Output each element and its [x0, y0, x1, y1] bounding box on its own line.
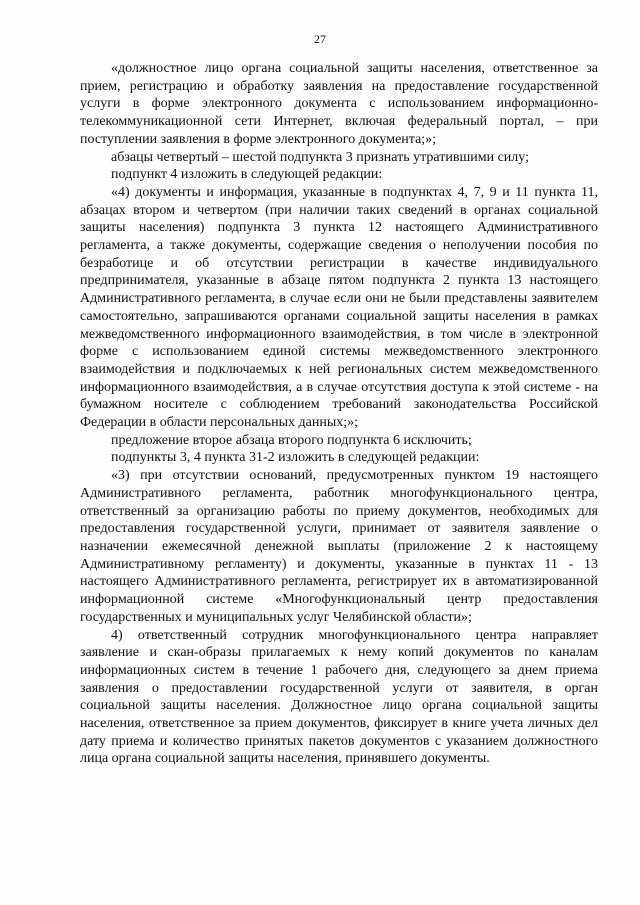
- paragraph-5: предложение второе абзаца второго подпункта 6 исключить;: [111, 432, 472, 448]
- paragraph-7: «3) при отсутствии оснований, предусмотренных пунктом 19 настоящего Административного регламента, работник многофункционального центра, ответственный за организацию работы по приему документов, необходимых для предоставления государственной услуги, принимает от заявителя заявление о назначении ежемесячной денежной выплаты (приложение 2 к настоящему Административному регламенту) и документы, указанные в пунктах 11 - 13 настоящего Административного регламента, регистрирует их в автоматизированной информационной системе «Многофункциональный центр предоставления государственных и муниципальных услуг Челябинской области»;: [80, 468, 598, 625]
- paragraph-4: «4) документы и информация, указанные в подпунктах 4, 7, 9 и 11 пункта 11, абзацах втором и четвертом (при наличии таких сведений в органах социальной защиты населения) подпункта 3 пункта 12 настоящего Административного регламента, а также документы, содержащие сведения о неполучении пособия по безработице и об отсутствии регистрации в качестве индивидуального предпринимателя, указанные в абзаце пятом подпункта 2 пункта 13 настоящего Административного регламента, в случае если они не были представлены заявителем самостоятельно, запрашиваются органами социальной защиты населения в рамках межведомственного информационного взаимодействия, в том числе в электронной форме с использованием единой системы межведомственного электронного взаимодействия и подключаемых к ней региональных систем межведомственного информационного взаимодействия, а в случае отсутствия доступа к этой системе - на бумажном носителе с соблюдением требований законодательства Российской Федерации в области персональных данных;»;: [80, 184, 598, 431]
- paragraph-2: абзацы четвертый – шестой подпункта 3 признать утратившими силу;: [111, 149, 529, 165]
- paragraph-3: подпункт 4 изложить в следующей редакции:: [111, 167, 383, 183]
- page-number: 27: [314, 32, 326, 46]
- document-body: [80, 60, 598, 768]
- paragraph-6: подпункты 3, 4 пункта 31-2 изложить в следующей редакции:: [111, 450, 480, 466]
- paragraph-1: «должностное лицо органа социальной защиты населения, ответственное за прием, регистрацию и обработку заявления на предоставление государственной услуги в форме электронного документа с использованием информационно-телекоммуникационной сети Интернет, включая федеральный портал, – при поступлении заявления в форме электронного документа;»;: [80, 61, 598, 147]
- paragraph-8: 4) ответственный сотрудник многофункционального центра направляет заявление и скан-образы прилагаемых к нему копий документов по каналам информационных систем в течение 1 рабочего дня, следующего за днем приема заявления о предоставлении государственной услуги от заявителя, в орган социальной защиты населения. Должностное лицо органа социальной защиты населения, ответственное за прием документов, фиксирует в книге учета личных дел дату приема и количество принятых пакетов документов с указанием должностного лица органа социальной защиты населения, принявшего документы.: [80, 627, 598, 767]
